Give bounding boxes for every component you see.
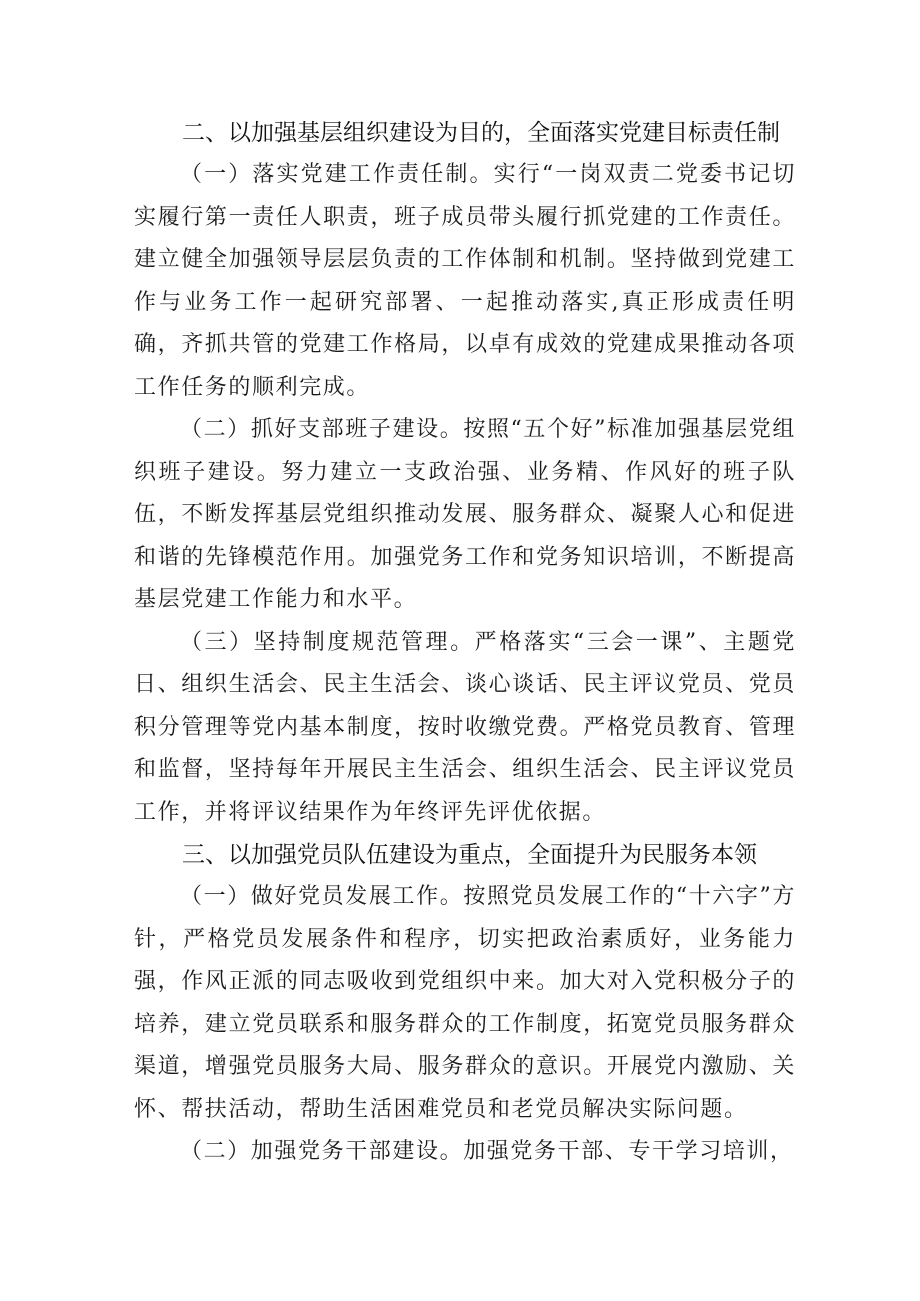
paragraph-2-3: （三）坚持制度规范管理。严格落实“三会一课”、主题党日、组织生活会、民主生活会、谈心谈话、民主评议党员、党员积分管理等党内基本制度，按时收缴党费。严格党员教育、管理和监督，坚持每年开展民主生活会、组织生活会、民主评议党员工作，并将评议结果作为年终评先评优依据。 — [134, 629, 796, 825]
paragraph-2-2: （二）抓好支部班子建设。按照“五个好”标准加强基层党组织班子建设。努力建立一支政治强、业务精、作风好的班子队伍，不断发挥基层党组织推动发展、服务群众、凝聚人心和促进和谐的先锋模范作用。加强党务工作和党务知识培训，不断提高基层党建工作能力和水平。 — [134, 417, 796, 612]
paragraph-3-1: （一）做好党员发展工作。按照党员发展工作的“十六字”方针，严格党员发展条件和程序，切实把政治素质好，业务能力强，作风正派的同志吸收到党组织中来。加大对入党积极分子的培养，建立党员联系和服务群众的工作制度，拓宽党员服务群众渠道，增强党员服务大局、服务群众的意识。开展党内激励、关怀、帮扶活动，帮助生活困难党员和老党员解决实际问题。 — [134, 884, 796, 1122]
paragraph-3-2: （二）加强党务干部建设。加强党务干部、专干学习培训， — [180, 1139, 794, 1164]
paragraph-2-1: （一）落实党建工作责任制。实行“一岗双责二党委书记切实履行第一责任人职责，班子成员带头履行抓党建的工作责任。建立健全加强领导层层负责的工作体制和机制。坚持做到党建工作与业务工作一起研究部署、一起推动落实,真正形成责任明确，齐抓共管的党建工作格局，以卓有成效的党建成果推动各项工作任务的顺利完成。 — [134, 162, 796, 400]
section-heading-3: 三、以加强党员队伍建设为重点，全面提升为民服务本领 — [182, 842, 757, 868]
document-body — [134, 112, 796, 1174]
section-heading-2: 二、以加强基层组织建设为目的，全面落实党建目标责任制 — [182, 120, 780, 146]
